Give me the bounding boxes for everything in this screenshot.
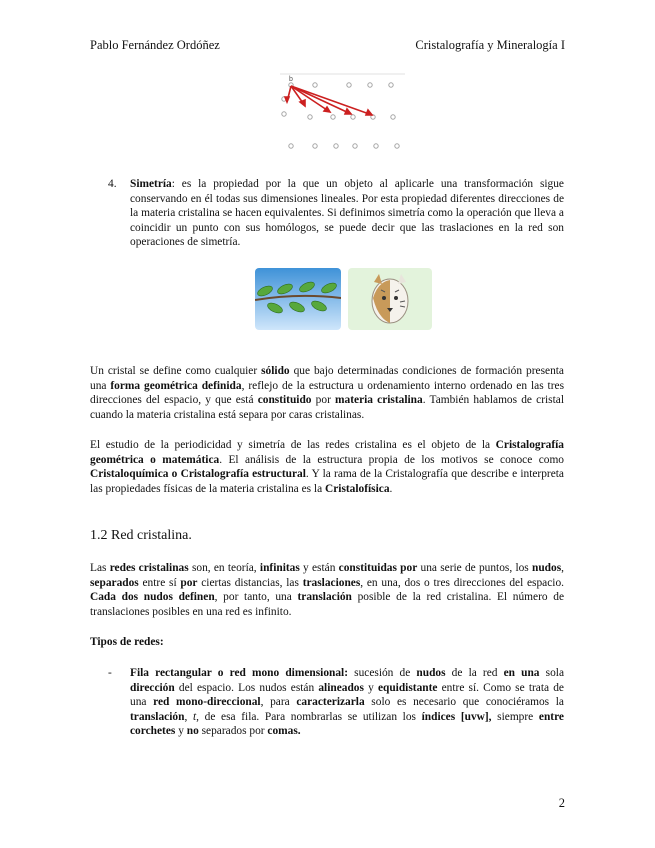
bold-term: translación — [297, 591, 352, 604]
bold-term: índices [uvw], — [421, 710, 492, 723]
italic-term: t — [192, 710, 197, 723]
text-run: y — [175, 725, 187, 738]
text-run: del espacio. Los nudos están — [174, 681, 319, 694]
text-run: . También hablamos de cristal cuando la materia cristalina está separa por caras cristalinas. — [90, 394, 564, 421]
text-run: , — [184, 710, 193, 723]
text-run: solo es necesario que conociéramos la — [364, 696, 564, 709]
bold-term: Cada dos nudos definen — [90, 591, 215, 604]
bold-term: Cristalografía geométrica o matemática — [90, 439, 564, 466]
text-run: , — [561, 562, 564, 574]
bold-term: infinitas — [259, 562, 300, 574]
bold-term: translación — [130, 710, 185, 723]
text-run: . El análisis de la estructura propia de los motivos se conoce como — [219, 453, 564, 466]
bold-term: forma geométrica definida — [110, 379, 242, 392]
text-run: Las — [90, 562, 110, 574]
text-run: , por tanto, una — [214, 591, 298, 604]
bullet-fila-rectangular — [108, 666, 564, 739]
bold-term: no — [186, 725, 199, 738]
tiger-face-image — [348, 268, 432, 330]
text-run: ciertas distancias, las — [197, 576, 303, 589]
bold-term: dirección — [130, 681, 175, 694]
bold-term: red mono-direccional — [153, 696, 261, 709]
paragraph-cristalografia-ramas — [90, 438, 564, 496]
bold-term: redes cristalinas — [109, 562, 189, 574]
bold-term: constituidas por — [338, 562, 418, 574]
list-item-number: 4. — [108, 178, 117, 190]
header-title: Cristalografía y Mineralogía I — [415, 38, 565, 52]
bold-term: separados — [90, 576, 139, 589]
bold-term: comas. — [267, 725, 301, 738]
text-run: entre sí. Como se trata de una — [130, 681, 564, 709]
text-run: . — [389, 482, 393, 495]
bold-term: traslaciones — [302, 576, 361, 589]
text-run: que bajo determinadas condiciones de formación presenta una — [90, 365, 564, 392]
list-item-text — [130, 177, 564, 250]
bold-term: equidistante — [377, 681, 438, 694]
bullet-text — [130, 666, 564, 739]
simetria-definition: : es la propiedad por la que un objeto al aplicarle una transformación sigue conservando en él todas sus dimensiones lineales. Por esta propiedad diferentes direcciones de la materia cristalina se hacen equivalentes. Si definimos simetría como la operación que lleva a coincidir un punto con sus homólogos, se puede decir que las traslaciones en la red son operaciones de simetría. — [130, 178, 564, 249]
bold-term: por — [180, 576, 198, 589]
lattice-translation-figure — [275, 72, 415, 154]
bold-term: materia cristalina — [335, 394, 423, 407]
text-run: El estudio de la periodicidad y simetría de las redes cristalina es el objeto de la — [90, 439, 496, 451]
bold-term: alineados — [318, 681, 364, 694]
text-run: por — [311, 394, 336, 407]
text-run: una serie de puntos, los — [417, 562, 532, 574]
bold-term: nudos — [532, 562, 562, 574]
text-run: separados por — [198, 725, 268, 738]
text-run: y — [363, 681, 378, 694]
section-heading: 1.2 Red cristalina. — [90, 528, 192, 543]
text-run: , de esa fila. Para nombrarlas se utilizan los — [196, 710, 422, 723]
text-run: sola — [539, 667, 565, 679]
bold-term: Cristaloquímica o Cristalografía estructural — [90, 468, 306, 481]
text-run: sucesión de — [348, 667, 417, 679]
text-run: son, en teoría, — [188, 562, 260, 574]
text-run: posible de la red cristalina. El número de translaciones posibles en una red es infinito. — [90, 591, 564, 618]
term-simetria: Simetría — [130, 178, 172, 190]
tipos-heading: Tipos de redes: — [90, 636, 164, 648]
text-run: Un cristal se define como cualquier — [90, 365, 262, 377]
paragraph-redes-cristalinas — [90, 561, 564, 619]
bold-term: constituido — [257, 394, 312, 407]
bold-term: en una — [503, 667, 540, 679]
bold-term: caracterizarla — [296, 696, 365, 709]
paragraph-cristal-definicion — [90, 364, 564, 422]
bold-term: Cristalofísica — [325, 482, 390, 495]
bold-term: sólido — [261, 365, 290, 377]
text-run: , reflejo de la estructura u ordenamiento interno ordenado en las tres direcciones del espacio, y que está — [90, 379, 565, 407]
header-author: Pablo Fernández Ordóñez — [90, 38, 220, 52]
page-number: 2 — [558, 796, 565, 810]
leaf-branch-image — [255, 268, 341, 330]
text-run: de la red — [445, 667, 504, 679]
text-run: y están — [299, 562, 339, 574]
list-item-simetria — [108, 177, 564, 250]
bullet-dash: - — [108, 667, 112, 679]
text-run: , para — [260, 696, 297, 709]
text-run: siempre — [491, 710, 539, 723]
bold-term: nudos — [416, 667, 446, 679]
bold-term: Fila rectangular o red mono dimensional: — [130, 667, 349, 679]
lattice-label: b — [289, 76, 293, 83]
text-run: . Y la rama de la Cristalografía que describe e interpreta las propiedades físicas de la materia cristalina es la — [90, 468, 564, 495]
bold-term: entre corchetes — [130, 710, 564, 738]
text-run: entre sí — [138, 576, 181, 589]
text-run: , en una, dos o tres direcciones del espacio. — [360, 576, 565, 589]
